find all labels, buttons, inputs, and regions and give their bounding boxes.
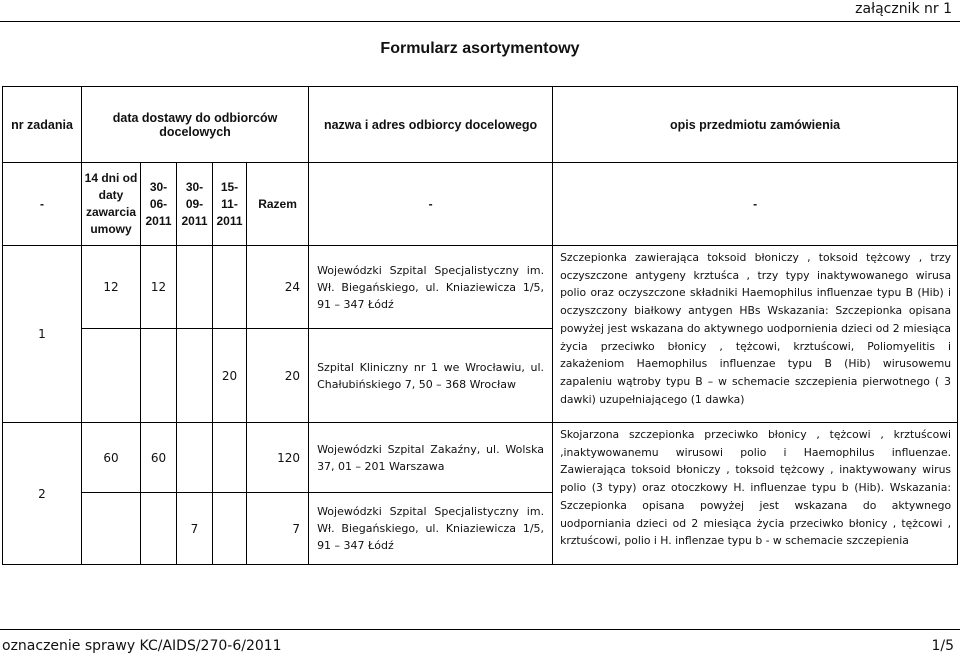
annex-label: załącznik nr 1 [855,1,952,17]
qty-date-2 [177,246,213,329]
qty-date-2: 7 [177,493,213,565]
subheader-dash-task: - [3,163,82,246]
qty-date-1 [141,493,177,565]
subheader-date-1 [141,163,177,246]
subheader-row [3,163,958,246]
header-row [3,87,958,163]
qty-date-1: 12 [141,246,177,329]
date-3-line-3: 2011 [216,213,243,228]
item-description: Skojarzona szczepionka przeciwko błonicy , tężcowi , krztuścowi ,inaktywowanemu wirusowi polio i Haemophilus influenzae. Zawierająca toksoid błoniczy , toksoid tężcowy , inaktywowany wirus polio (3 typy) oraz otoczkowy H. influenzae typu b (Hib). Wskazania: Szczepionka opisana powyżej jest wskazana do aktywnego uodporniania dzieci od 2 miesiąca życia przeciwko błonicy , tężcowi , krztuścowi, polio i H. inflenzae typu b - w schemacie szczepienia [553,423,958,565]
qty-date-3 [213,423,247,493]
qty-date-3 [213,493,247,565]
qty-total: 20 [247,329,309,423]
date-2-line-2: 09- [185,196,204,211]
qty-date-3: 20 [213,329,247,423]
table-row [3,246,958,329]
header-delivery-date: data dostawy do odbiorców docelowych [82,87,309,163]
qty-date-2 [177,423,213,493]
recipient-address: Szpital Kliniczny nr 1 we Wrocławiu, ul. Chałubińskiego 7, 50 – 368 Wrocław [309,329,553,423]
qty-14-days: 12 [82,246,141,329]
page-number: 1/5 [931,638,954,654]
qty-date-1 [141,329,177,423]
date-3-line-2: 11- [221,196,238,211]
date-1-line-1: 30- [149,179,168,194]
qty-14-days [82,329,141,423]
qty-total: 7 [247,493,309,565]
subheader-dash-recipient: - [309,163,553,246]
date-2-line-3: 2011 [181,213,208,228]
qty-date-1: 60 [141,423,177,493]
date-2-line-1: 30- [185,179,204,194]
form-title: Formularz asortymentowy [380,40,580,57]
date-1-line-2: 06- [149,196,168,211]
header-task-no: nr zadania [3,87,82,163]
header-recipient: nazwa i adres odbiorcy docelowego [309,87,553,163]
table-row [3,423,958,493]
header-description: opis przedmiotu zamówienia [553,87,958,163]
annex-header [0,0,960,22]
recipient-address: Wojewódzki Szpital Zakaźny, ul. Wolska 37, 01 – 201 Warszawa [309,423,553,493]
date-3-line-1: 15- [220,179,239,194]
subheader-14-days: 14 dni od daty zawarcia umowy [82,163,141,246]
case-reference: oznaczenie sprawy KC/AIDS/270-6/2011 [2,638,282,654]
qty-14-days: 60 [82,423,141,493]
task-number: 1 [3,246,82,423]
qty-total: 120 [247,423,309,493]
subheader-dash-description: - [553,163,958,246]
qty-date-3 [213,246,247,329]
subheader-total: Razem [247,163,309,246]
footer-divider [0,629,960,630]
date-1-line-3: 2011 [145,213,172,228]
subheader-date-2 [177,163,213,246]
subheader-date-3 [213,163,247,246]
qty-date-2 [177,329,213,423]
item-description: Szczepionka zawierająca toksoid błoniczy , toksoid tężcowy , trzy oczyszczone antygeny krztuśca , trzy typy inaktywowanego wirusa polio oraz oczyszczone składniki Haemophilus influenzae typu B (Hib) i oczyszczony białkowy antygen HBs Wskazania: Szczepionka opisana powyżej jest wskazana do aktywnego uodpornienia dzieci od 2 miesiąca życia przeciwko błonicy , tężcowi, krztuścowi, Poliomyelitis i zakażeniom Haemophilus influenzae typu B (Hib) wirusowemu zapaleniu wątroby typu B – w schemacie szczepienia pierwotnego ( 3 dawki) uzupełniającego (1 dawka) [553,246,958,423]
qty-14-days [82,493,141,565]
qty-total: 24 [247,246,309,329]
assortment-table [2,86,958,565]
task-number: 2 [3,423,82,565]
recipient-address: Wojewódzki Szpital Specjalistyczny im. Wł. Biegańskiego, ul. Kniaziewicza 1/5, 91 – 347 Łódź [309,246,553,329]
recipient-address: Wojewódzki Szpital Specjalistyczny im. Wł. Biegańskiego, ul. Kniaziewicza 1/5, 91 – 347 Łódź [309,493,553,565]
